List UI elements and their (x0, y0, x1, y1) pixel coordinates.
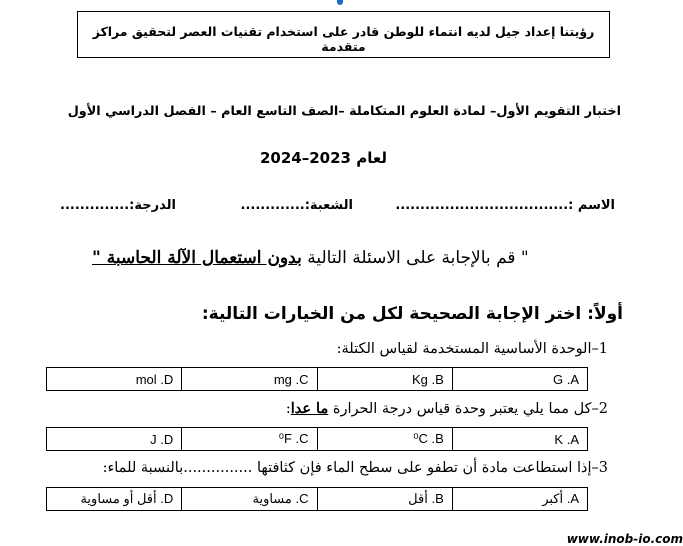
section-title: أولاً: اختر الإجابة الصحيحة لكل من الخيارات التالية: (201, 304, 623, 324)
q2-option-b[interactable]: ⁰C .B (317, 428, 452, 451)
question-2-text-main: 2–كل مما يلي يعتبر وحدة قياس درجة الحرارة (328, 401, 608, 417)
q1-option-a[interactable]: G .A (452, 368, 587, 391)
site-watermark: www.inob-io.com (566, 532, 683, 546)
instruction-line (92, 248, 529, 268)
question-2-colon: : (285, 401, 291, 417)
q3-option-d[interactable]: D. أقل أو مساوية (47, 488, 182, 511)
student-section-field[interactable]: الشعبة:............. (240, 198, 353, 213)
q3-option-a[interactable]: A. أكبر (452, 488, 587, 511)
exam-title: اختبار التقويم الأول– لمادة العلوم المتكاملة –الصف التاسع العام – الفصل الدراسي الأول (67, 104, 621, 119)
q3-option-b[interactable]: B. أقل (317, 488, 452, 511)
q3-option-c[interactable]: C. مساوية (182, 488, 317, 511)
q2-option-a[interactable]: K .A (452, 428, 587, 451)
question-2-emphasis: ما عدا (290, 400, 329, 417)
q1-option-c[interactable]: mg .C (182, 368, 317, 391)
question-1-options (46, 367, 588, 391)
vision-box (77, 11, 610, 58)
question-2-text (286, 400, 608, 417)
q1-option-b[interactable]: Kg .B (317, 368, 452, 391)
exam-year: لعام 2023–2024 (260, 149, 387, 167)
student-grade-field[interactable]: الدرجة:.............. (60, 198, 176, 213)
question-3-text: 3–إذا استطاعت مادة أن تطفو على سطح الماء فإن كثافتها ...............بالنسبة للماء: (102, 460, 608, 476)
question-1-text: 1–الوحدة الأساسية المستخدمة لقياس الكتلة: (336, 341, 608, 357)
top-mark (337, 0, 343, 5)
instruction-text: " قم بالإجابة على الاسئلة التالية (301, 248, 529, 268)
instruction-emphasis: بدون استعمال الآلة الحاسبة " (92, 248, 302, 268)
q2-option-d[interactable]: J .D (47, 428, 182, 451)
vision-statement: رؤيتنا إعداد جيل لديه انتماء للوطن قادر على استخدام تقنيات العصر لتحقيق مراكز متقدمة (92, 24, 595, 54)
q2-option-c[interactable]: ⁰F .C (182, 428, 317, 451)
q1-option-d[interactable]: mol .D (47, 368, 182, 391)
student-name-field[interactable]: الاسم :................................... (395, 198, 615, 213)
student-info-line (60, 198, 615, 220)
question-2-options (46, 427, 588, 451)
question-3-options (46, 487, 588, 511)
